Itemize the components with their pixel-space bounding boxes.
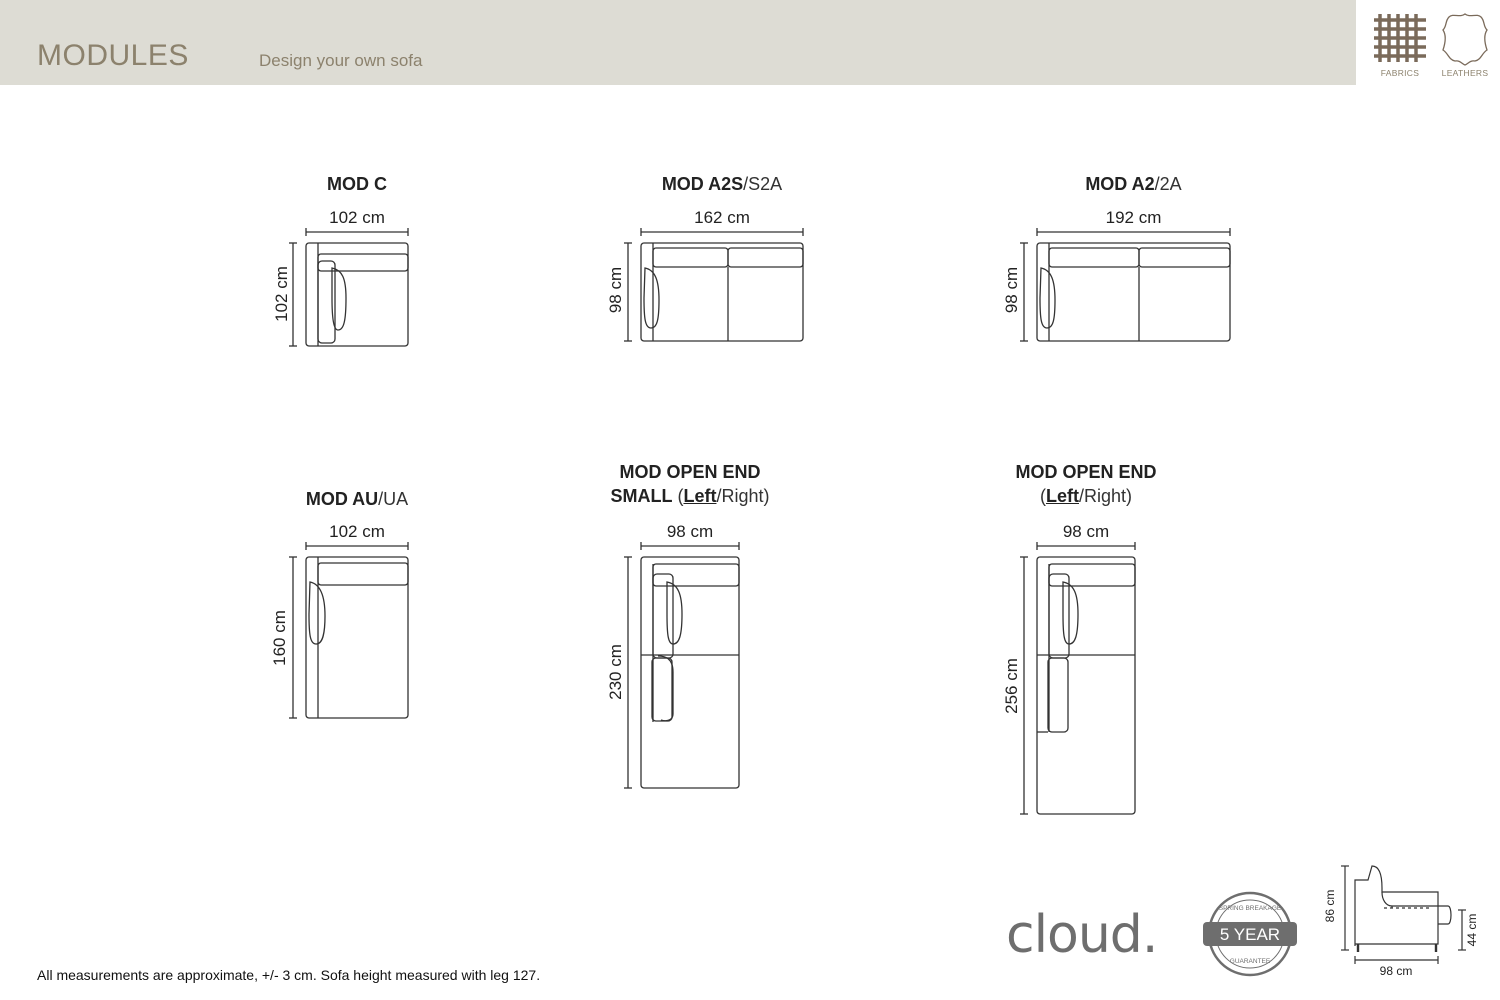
fabric-weave-icon xyxy=(1372,10,1428,66)
module-title-mod-a2: MOD A2/2A xyxy=(1085,174,1182,194)
module-title-open-end: MOD OPEN END (Left/Right) xyxy=(1015,462,1157,506)
module-title-open-end-small: MOD OPEN END SMALL (Left/Right) xyxy=(610,462,770,506)
guarantee-top-text: SPRING BREAKAGE xyxy=(1218,905,1282,912)
mod-a2-diagram xyxy=(1021,228,1241,353)
guarantee-bottom-text: GUARANTEE xyxy=(1229,958,1271,965)
seat-height-label: 44 cm xyxy=(1465,913,1479,947)
depth-label: 230 cm xyxy=(606,644,625,700)
depth-label: 98 cm xyxy=(1002,266,1021,314)
depth-label: 256 cm xyxy=(1002,658,1021,714)
leathers-label: LEATHERS xyxy=(1441,68,1489,78)
sofa-side-profile xyxy=(1320,858,1490,983)
sofa-depth-label: 98 cm xyxy=(1379,964,1413,978)
guarantee-badge xyxy=(1200,890,1300,983)
fabrics-option[interactable] xyxy=(1370,10,1430,78)
width-label: 98 cm xyxy=(666,522,714,541)
width-label: 102 cm xyxy=(329,208,385,227)
sofa-height-label: 86 cm xyxy=(1323,889,1337,923)
mod-au-diagram xyxy=(290,542,420,727)
width-label: 98 cm xyxy=(1062,522,1110,541)
module-title-mod-a2s: MOD A2S/S2A xyxy=(661,174,783,194)
cloud-brand-logo: cloud. xyxy=(1006,905,1158,965)
width-label: 192 cm xyxy=(1105,208,1162,227)
width-label: 162 cm xyxy=(694,208,750,227)
fabrics-label: FABRICS xyxy=(1380,68,1420,78)
mod-a2s-diagram xyxy=(625,228,815,353)
module-title-mod-au: MOD AU/UA xyxy=(305,489,409,509)
mod-c-diagram xyxy=(290,228,420,358)
sofa-side-view xyxy=(1320,858,1490,988)
page-title: MODULES xyxy=(37,39,189,72)
leathers-option[interactable] xyxy=(1435,10,1495,78)
page-subtitle: Design your own sofa xyxy=(259,51,423,70)
leather-hide-icon xyxy=(1437,10,1493,66)
width-label: 102 cm xyxy=(329,522,385,541)
mod-open-end-diagram xyxy=(1021,542,1146,822)
measurement-note: All measurements are approximate, +/- 3 cm. Sofa height measured with leg 127. xyxy=(37,967,541,983)
mod-open-end-small-diagram xyxy=(625,542,750,797)
guarantee-seal-icon xyxy=(1200,890,1300,978)
depth-label: 160 cm xyxy=(270,610,289,666)
depth-label: 98 cm xyxy=(606,266,625,314)
module-title-mod-c: MOD C xyxy=(327,174,387,194)
depth-label: 102 cm xyxy=(272,266,291,322)
page-header xyxy=(0,0,1356,85)
guarantee-years: 5 YEAR xyxy=(1219,925,1281,944)
